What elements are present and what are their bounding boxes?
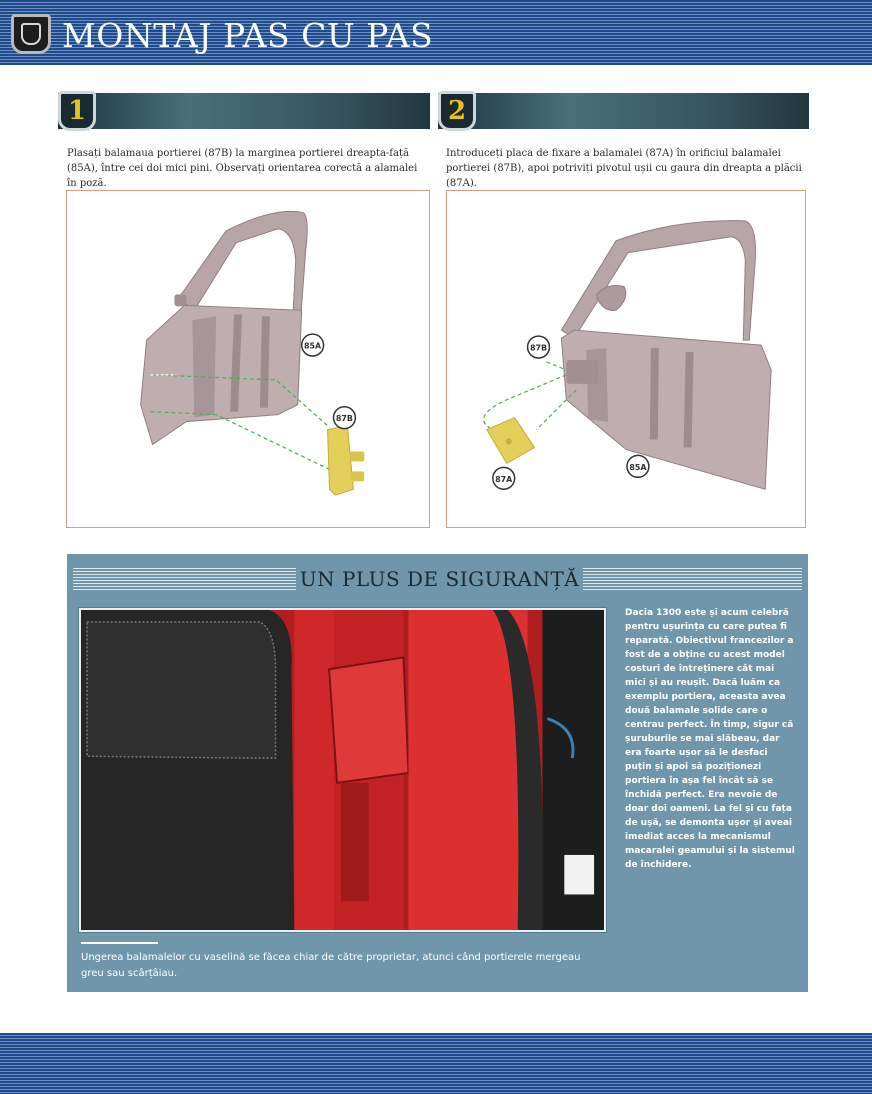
dacia-shield-icon [11, 14, 51, 54]
svg-text:87A: 87A [495, 474, 513, 484]
caption-divider [81, 942, 158, 944]
step-1-header [58, 93, 430, 129]
step-2-header [438, 93, 809, 129]
svg-text:85A: 85A [629, 462, 647, 472]
footer-band [0, 1033, 872, 1094]
part-label-87a [493, 467, 515, 489]
step-1-instructions: Plasați balamaua portierei (87B) la marginea portierei dreapta-față (85A), între cei doi mici pini. Observați orientarea corectă a alamalei în poză. [67, 148, 418, 189]
safety-title: UN PLUS DE SIGURANȚĂ [299, 567, 580, 591]
part-label-85a [302, 334, 324, 356]
photo-caption: Ungerea balamalelor cu vaselină se făcea chiar de către proprietar, atunci când portierele mergeau greu sau scârțâiau. [81, 952, 581, 979]
decorative-lines [73, 568, 296, 590]
decorative-lines [583, 568, 802, 590]
part-label-87b [528, 336, 550, 358]
step-1-number: 1 [58, 91, 96, 131]
step-2-instructions: Introduceți placa de fixare a balamalei (87A) în orificiul balamalei portierei (87B), apoi potriviți pivotul ușii cu gaura din dreapta a plăcii (87A). [446, 148, 802, 189]
door-hinge-photo [79, 608, 606, 932]
svg-text:85A: 85A [304, 341, 322, 351]
step-2-illustration [446, 190, 806, 528]
door-hinge-diagram-1 [67, 191, 429, 527]
step-2-number: 2 [438, 91, 476, 131]
part-label-85a [627, 455, 649, 477]
safety-sidebar [67, 554, 808, 992]
safety-title-row [67, 566, 808, 592]
svg-text:87B: 87B [335, 414, 353, 424]
part-label-87b [333, 407, 355, 429]
svg-text:87B: 87B [529, 343, 548, 353]
door-hinge-diagram-2 [447, 191, 805, 527]
header-band [0, 0, 872, 65]
safety-body-text: Dacia 1300 este și acum celebră pentru ușurința cu care putea fi reparată. Obiectivul francezilor a fost de a obține cu acest model costuri de întreținere cât mai mici și au reușit. Dacă luăm ca exemplu portiera, aceasta avea două balamale solide care o centrau perfect. În timp, sigur că șuruburile se mai slăbeau, dar era foarte ușor să le desfaci puțin și apoi să poziționezi portiera în așa fel încât să se închidă perfect. Era nevoie de doar doi oameni. La fel și cu fața de ușă, se demonta ușor și aveai imediat acces la mecanismul macaralei geamului și la sistemul de închidere. [625, 608, 795, 870]
step-1-illustration [66, 190, 430, 528]
page-title: MONTAJ PAS CU PAS [62, 16, 434, 55]
